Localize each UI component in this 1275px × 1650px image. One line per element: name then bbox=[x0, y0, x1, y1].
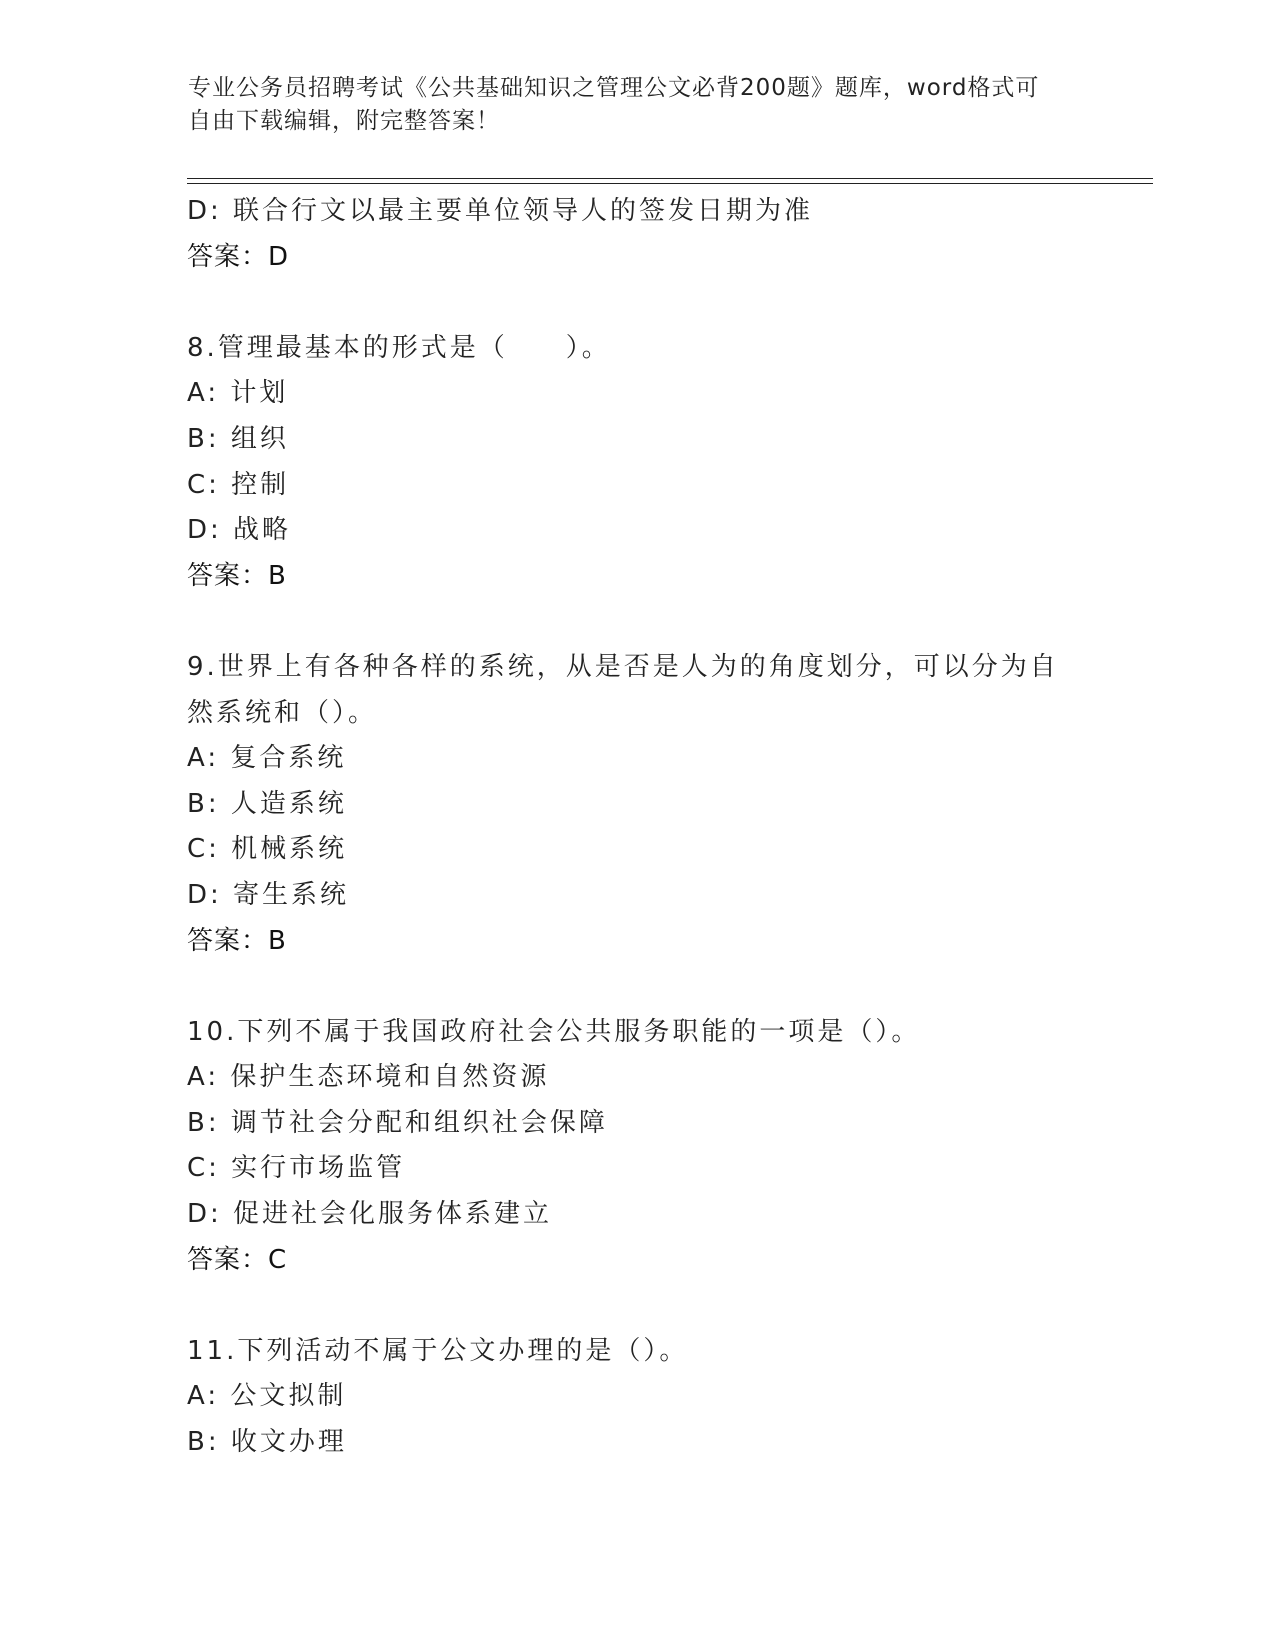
header-line-2: 自由下载编辑，附完整答案！ bbox=[188, 108, 500, 134]
option-b: B: 组织 bbox=[187, 423, 289, 454]
answer: 答案：C bbox=[187, 1244, 288, 1275]
option-a: A: 公文拟制 bbox=[187, 1381, 347, 1412]
header-divider-top bbox=[187, 178, 1153, 179]
option-d: D: 战略 bbox=[187, 515, 292, 546]
question-stem: 11.下列活动不属于公文办理的是（）。 bbox=[187, 1335, 689, 1366]
carryover-answer: 答案：D bbox=[187, 241, 290, 272]
question-stem: 9.世界上有各种各样的系统，从是否是人为的角度划分，可以分为自 bbox=[187, 651, 1059, 682]
answer: 答案：B bbox=[187, 560, 287, 591]
question-stem: 10.下列不属于我国政府社会公共服务职能的一项是（）。 bbox=[187, 1016, 921, 1047]
option-c: C: 机械系统 bbox=[187, 834, 348, 865]
option-b: B: 收文办理 bbox=[187, 1427, 347, 1458]
question-list bbox=[187, 189, 1087, 1466]
option-b: B: 人造系统 bbox=[187, 788, 347, 819]
option-c: C: 控制 bbox=[187, 469, 290, 500]
question-9 bbox=[187, 645, 1087, 964]
option-b: B: 调节社会分配和组织社会保障 bbox=[187, 1107, 608, 1138]
spacer bbox=[187, 599, 1087, 645]
spacer bbox=[187, 1283, 1087, 1329]
carryover-option-d: D: 联合行文以最主要单位领导人的签发日期为准 bbox=[187, 196, 814, 226]
answer: 答案：B bbox=[187, 925, 287, 956]
document-header bbox=[188, 72, 1088, 138]
option-d: D: 促进社会化服务体系建立 bbox=[187, 1199, 553, 1230]
question-11 bbox=[187, 1329, 1087, 1466]
option-a: A: 复合系统 bbox=[187, 743, 347, 774]
header-divider-bottom bbox=[187, 183, 1153, 184]
option-c: C: 实行市场监管 bbox=[187, 1153, 406, 1184]
question-stem-continued: 然系统和（）。 bbox=[187, 697, 378, 728]
header-line-1: 专业公务员招聘考试《公共基础知识之管理公文必背200题》题库，word格式可 bbox=[188, 75, 1040, 101]
option-d: D: 寄生系统 bbox=[187, 879, 350, 910]
question-10 bbox=[187, 1010, 1087, 1284]
spacer bbox=[187, 964, 1087, 1010]
question-8 bbox=[187, 326, 1087, 600]
question-stem: 8.管理最基本的形式是（ ）。 bbox=[187, 332, 611, 363]
spacer bbox=[187, 280, 1087, 326]
option-a: A: 保护生态环境和自然资源 bbox=[187, 1062, 550, 1093]
option-a: A: 计划 bbox=[187, 378, 289, 409]
